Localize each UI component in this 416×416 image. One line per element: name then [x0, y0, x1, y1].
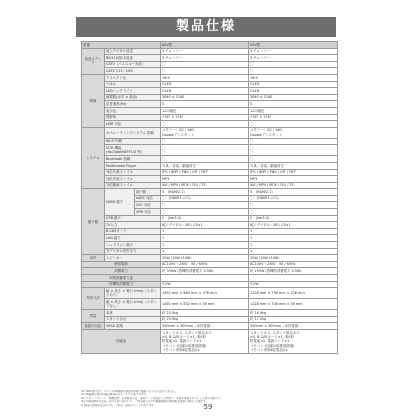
row-label: B-CASカード	[105, 228, 161, 235]
row-label: Bluetooth 搭載	[105, 156, 161, 163]
cell-model-a: 〇	[161, 68, 249, 75]
table-row	[82, 121, 338, 128]
table-row	[82, 288, 338, 299]
row-label: 地上デジタル放送	[105, 48, 161, 55]
cell-model-a: 約 339W (待機時消費電力 0.5W)	[161, 268, 249, 275]
cell-model-b: OLED	[249, 81, 338, 88]
cell-model-a: 1	[161, 242, 249, 249]
cell-model-a: 約 23.5kg	[161, 310, 249, 317]
table-row	[82, 222, 338, 229]
table-row	[82, 127, 338, 138]
cell-model-b: スタンドネジ, スタンド固定ネジ ×4, B-CASカード×1, 単4形 乾電池×2, 電源コード×1, リモコン (付属の取扱説明書) リモコン用単4乾電池×2	[249, 329, 338, 353]
footnote: ※1 HDD(別売)で、すべての2K映像の番組を同時に録画するものではありません。	[81, 390, 178, 393]
cell-model-b: 16:9	[249, 74, 338, 81]
table-row	[82, 261, 338, 268]
cell-model-b: 〇	[249, 145, 338, 156]
cell-model-a: 16:9	[161, 74, 249, 81]
table-row	[82, 94, 338, 101]
cell-model-a: 〇 (HDMI3 のみ)	[161, 195, 249, 202]
row-label: LAN 端子	[105, 235, 161, 242]
cell-model-a: 3 チューナー	[161, 48, 249, 55]
table-row	[82, 156, 338, 163]
cell-model-a	[161, 275, 249, 282]
footnote: ※4 年間消費電力量は、省エネ法に基づいて、一般家庭での平均視聴時間(4.5時間)を基準に算出した値です。	[81, 400, 209, 404]
row-label: eARC 対応	[135, 195, 161, 202]
cell-model-b: メモリー：2G / 16G Googleアシスタント	[249, 127, 338, 138]
row-label: 本体	[105, 310, 161, 317]
row-label: パネル	[105, 81, 161, 88]
cell-model-b: 〇	[249, 121, 338, 128]
row-label: オペレーティングシステム 搭載	[105, 127, 161, 138]
cell-model-a: 5	[161, 101, 249, 108]
cell-model-a: AVI / MP4 / MOV / FLV / TS	[161, 182, 249, 189]
cell-model-a: 地上デジタル・BS / CS×1	[161, 222, 249, 229]
row-label: LEDバックライト	[105, 88, 161, 95]
cell-model-a: 〇	[161, 202, 249, 209]
cell-model-b: 〇	[249, 202, 338, 209]
row-label: CATV C13〜C63	[105, 68, 161, 75]
cell-model-a: 〇	[161, 209, 249, 216]
row-label: HDR 対応	[105, 121, 161, 128]
group-terminals: 端子類	[82, 189, 105, 255]
table-row	[82, 55, 338, 62]
table-row	[82, 268, 338, 275]
cell-model-b: 〇	[249, 61, 338, 68]
cell-model-a: 3 (HDMI2.1)	[161, 189, 249, 196]
cell-model-b: 12.0億色	[249, 107, 338, 114]
cell-model-b	[249, 275, 338, 282]
cell-model-b: JPG / BMP / PNG / GIF / TIFF	[249, 169, 338, 176]
header-model-label: 型番	[82, 42, 161, 49]
row-label: 光デジタル音声出力	[105, 248, 161, 255]
table-row	[82, 114, 338, 121]
cell-model-a: 1450 mm × 832 mm × 56 mm	[161, 299, 249, 310]
cell-model-a: MP3	[161, 176, 249, 183]
cell-model-b: 20W (10W+10W)	[249, 255, 338, 262]
cell-model-a: 2 (Ver3.0)	[161, 215, 249, 222]
row-label: CEC 対応	[135, 202, 161, 209]
row-label: 対応動画ファイル	[105, 182, 161, 189]
table-row	[82, 228, 338, 235]
row-label: USB 端子	[105, 215, 161, 222]
cell-model-b: 1	[249, 248, 338, 255]
group-power: 使用電源	[82, 261, 161, 268]
row-label: Wi-Fi 内蔵	[105, 138, 161, 145]
table-row	[82, 242, 338, 249]
cell-model-a: 1	[161, 228, 249, 235]
cell-model-b: 約 16.9kg	[249, 310, 338, 317]
cell-model-a: 〇	[161, 121, 249, 128]
table-row	[82, 169, 338, 176]
cell-model-b: MP3	[249, 176, 338, 183]
cell-model-a: 1450 mm × 880 mm × 276 mm	[161, 288, 249, 299]
table-row	[82, 176, 338, 183]
cell-model-b: OLED	[249, 88, 338, 95]
group-broadcast: 放送メディア	[82, 48, 105, 74]
cell-model-a: 〇	[161, 145, 249, 156]
table-row	[82, 162, 338, 169]
group-accessories: 付属品	[82, 329, 161, 353]
row-label: Multimedia Player	[105, 162, 161, 169]
cell-model-b: 3 チューナー	[249, 55, 338, 62]
table-row	[82, 145, 338, 156]
cell-model-b: 1228 mm × 756 mm × 226 mm	[249, 288, 338, 299]
cell-model-b: 1228 mm × 708 mm × 56 mm	[249, 299, 338, 310]
row-label: 端子数	[135, 189, 161, 196]
cell-model-b: 〇 (HDMI3 のみ)	[249, 195, 338, 202]
group-consumption: 消費電力	[82, 268, 161, 275]
table-row	[82, 310, 338, 317]
cell-model-a: メモリー：2G / 16G Googleアシスタント	[161, 127, 249, 138]
cell-model-a: 約 23.9kg	[161, 316, 249, 323]
cell-model-a: OLED	[161, 81, 249, 88]
group-wall: 壁掛け対応	[82, 323, 105, 330]
footnote: ※2 4K番組は放送の提供事業者のサービスに基づきます。	[81, 393, 149, 397]
cell-model-a: AC100V〜240V 50 / 60Hz	[161, 261, 249, 268]
cell-model-a: JPG / BMP / PNG / GIF / TIFF	[161, 169, 249, 176]
subgroup-hdmi: HDMI 端子	[105, 189, 135, 215]
header-model-b: 55V型	[249, 42, 338, 49]
row-label: BS/110度CS放送	[105, 55, 161, 62]
row-label: 視野角	[105, 114, 161, 121]
row-label: 幅 × 高さ × 奥行 (mm)（スタンドなし）	[105, 299, 161, 310]
table-row	[82, 138, 338, 145]
cell-model-b: 1	[249, 235, 338, 242]
cell-model-b: 約 259W (待機時消費電力 0.5W)	[249, 268, 338, 275]
table-row	[82, 329, 338, 353]
row-label: ヘッドフォン端子	[105, 242, 161, 249]
group-system: システム	[82, 127, 105, 189]
row-label: 対応写真ファイル	[105, 169, 161, 176]
row-label: VESA 規格	[105, 323, 161, 330]
cell-model-a: 1	[161, 248, 249, 255]
group-audio: 音声	[82, 255, 105, 262]
table-row	[82, 275, 338, 282]
spec-table	[81, 41, 338, 354]
page-title: 製品仕様	[76, 17, 336, 37]
group-weight: 質量	[82, 310, 105, 323]
table-row	[82, 107, 338, 114]
table-row	[82, 215, 338, 222]
page-number: 59	[203, 403, 213, 411]
cell-model-b: 〇	[249, 68, 338, 75]
table-row	[82, 74, 338, 81]
table-row	[82, 299, 338, 310]
cell-model-b: 3 チューナー	[249, 48, 338, 55]
table-row	[82, 182, 338, 189]
cell-model-b: 写真／音楽／動画再生	[249, 162, 338, 169]
footnote: ※ 製品の仕様は改良のため、予告なく変更することがあります。	[81, 403, 157, 407]
group-standby: 待機時消費電力	[82, 281, 161, 288]
cell-model-b: 地上デジタル・BS / CS×1	[249, 222, 338, 229]
group-dimensions: 外形寸法	[82, 288, 105, 310]
cell-model-a: 1	[161, 235, 249, 242]
row-label: CATV（パススルー対応）	[105, 61, 161, 68]
cell-model-a: スタンドネジ, スタンド固定ネジ ×4, B-CASカード×1, 単4形 乾電池×2, 電源コード×1, リモコン (付属の取扱説明書) リモコン用単4乾電池×2	[161, 329, 249, 353]
table-row	[82, 323, 338, 330]
cell-model-b: 約 17.2kg	[249, 316, 338, 323]
group-picture: 映像	[82, 74, 105, 127]
table-row	[82, 68, 338, 75]
footnote: ※3 スタンバイモード（待機状態）の消費電力は、電源コードを接続した状態で、本体の電源をオフにした場合の値です。	[81, 396, 223, 400]
cell-model-a: OLED	[161, 88, 249, 95]
table-row	[82, 235, 338, 242]
table-row	[82, 48, 338, 55]
cell-model-a: 〇	[161, 61, 249, 68]
table-row	[82, 248, 338, 255]
cell-model-b: 〇	[249, 156, 338, 163]
cell-model-b: 0.5W	[249, 281, 338, 288]
table-row-header	[82, 42, 338, 49]
row-label: 表示色	[105, 107, 161, 114]
cell-model-a: 0.5W	[161, 281, 249, 288]
cell-model-a: 写真／音楽／動画再生	[161, 162, 249, 169]
row-label: 画素数(水平 × 垂直)	[105, 94, 161, 101]
row-label: 応答速度(Hz)	[105, 101, 161, 108]
cell-model-b: AVI / MP4 / MOV / FLV / TS	[249, 182, 338, 189]
row-label: スタンド含む	[105, 316, 161, 323]
table-row	[82, 281, 338, 288]
row-label: TV入力	[105, 222, 161, 229]
cell-model-a: 〇	[161, 138, 249, 145]
header-model-a: 65V型	[161, 42, 249, 49]
cell-model-a: 300mm × 300mm（本体背面）	[161, 323, 249, 330]
table-row	[82, 101, 338, 108]
cell-model-a: 178° × 178°	[161, 114, 249, 121]
table-row	[82, 316, 338, 323]
table-row	[82, 255, 338, 262]
cell-model-a: 20W (10W+10W)	[161, 255, 249, 262]
row-label: アスペクト比	[105, 74, 161, 81]
cell-model-b: 1	[249, 228, 338, 235]
table-row	[82, 81, 338, 88]
row-label: 幅 × 高さ × 奥行 (mm)（スタンドあり）	[105, 288, 161, 299]
row-label-annual: 年間消費電力量	[82, 275, 161, 282]
cell-model-b: 3 (HDMI2.1)	[249, 189, 338, 196]
row-label: 対応音楽ファイル	[105, 176, 161, 183]
row-label: VRR 対応	[135, 209, 161, 216]
cell-model-b: 1	[249, 242, 338, 249]
cell-model-b: 3840 × 2160	[249, 94, 338, 101]
cell-model-b: 2 (Ver3.0)	[249, 215, 338, 222]
table-row	[82, 61, 338, 68]
cell-model-b: 〇	[249, 209, 338, 216]
table-row	[82, 88, 338, 95]
row-label: スピーカー	[105, 255, 161, 262]
cell-model-a: 3 チューナー	[161, 55, 249, 62]
cell-model-a: 3840 × 2160	[161, 94, 249, 101]
cell-model-b: 5	[249, 101, 338, 108]
cell-model-b: 178° × 178°	[249, 114, 338, 121]
cell-model-b: 300mm × 300mm（本体背面）	[249, 323, 338, 330]
cell-model-b: AC100V〜240V 50 / 60Hz	[249, 261, 338, 268]
cell-model-b: 〇	[249, 138, 338, 145]
row-label: VOD 機能 (YouTube/NETFLIX 等)	[105, 145, 161, 156]
cell-model-a: 12.0億色	[161, 107, 249, 114]
cell-model-a: 〇	[161, 156, 249, 163]
table-row	[82, 189, 338, 196]
